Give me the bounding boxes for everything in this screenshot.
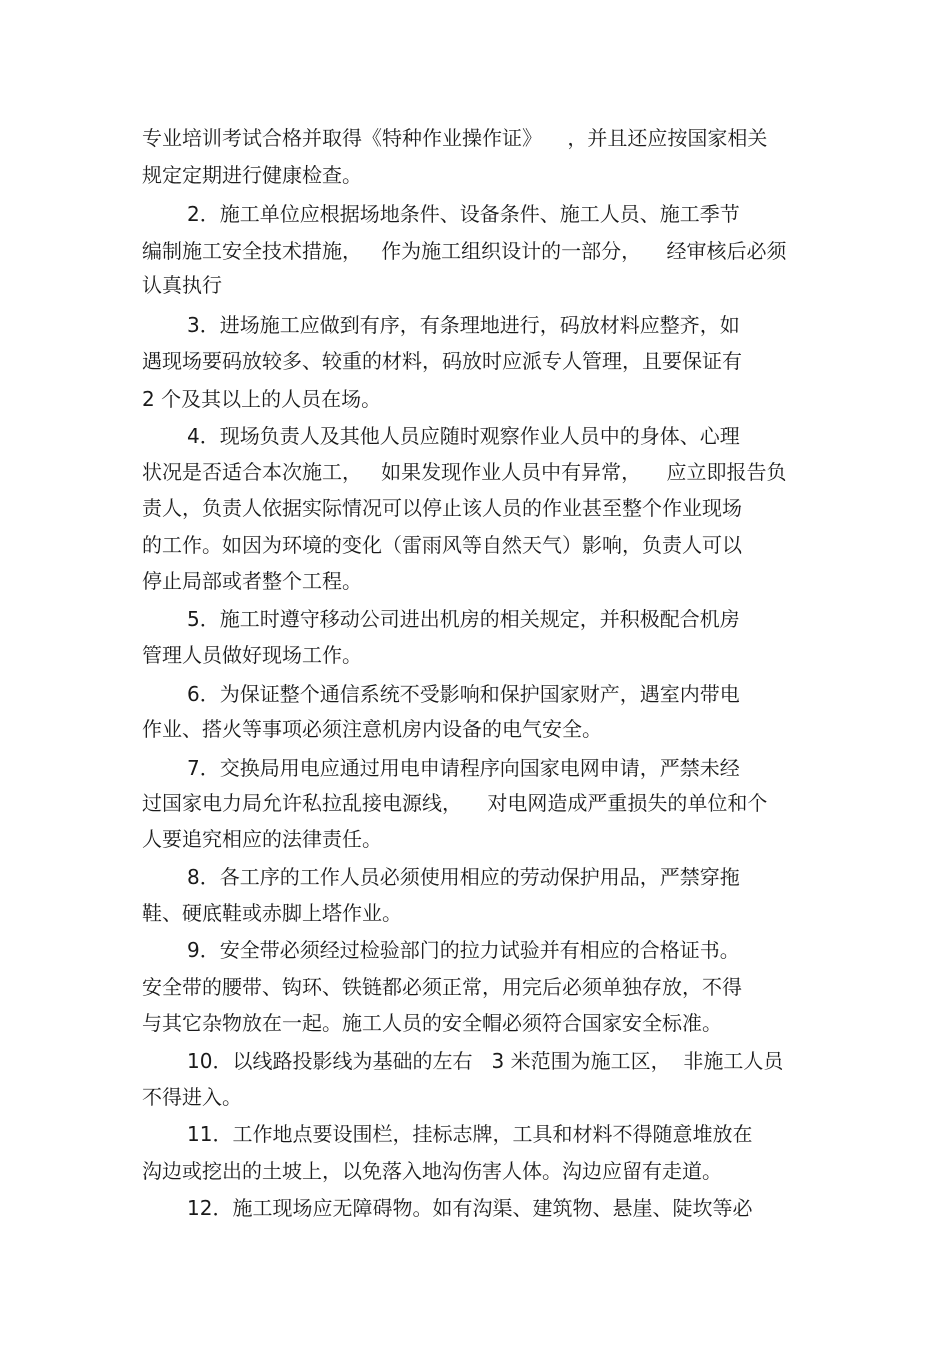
text-line: 沟边或挖出的土坡上，以免落入地沟伤害人体。沟边应留有走道。 <box>142 1159 722 1183</box>
text-line: 不得进入。 <box>142 1085 242 1109</box>
text-line: 人要追究相应的法律责任。 <box>142 827 382 851</box>
text-line: 2 个及其以上的人员在场。 <box>142 387 382 411</box>
text-line: 与其它杂物放在一起。施工人员的安全帽必须符合国家安全标准。 <box>142 1011 722 1035</box>
text-line: 作业、搭火等事项必须注意机房内设备的电气安全。 <box>142 717 602 741</box>
text-line: 过国家电力局允许私拉乱接电源线， 对电网造成严重损失的单位和个 <box>142 791 768 815</box>
text-line: 4．现场负责人及其他人员应随时观察作业人员中的身体、心理 <box>187 424 740 448</box>
text-line: 9．安全带必须经过检验部门的拉力试验并有相应的合格证书。 <box>187 938 740 962</box>
text-line: 责人，负责人依据实际情况可以停止该人员的作业甚至整个作业现场 <box>142 496 742 520</box>
text-line: 停止局部或者整个工程。 <box>142 569 362 593</box>
text-line: 11．工作地点要设围栏，挂标志牌，工具和材料不得随意堆放在 <box>187 1122 753 1146</box>
text-line: 鞋、硬底鞋或赤脚上塔作业。 <box>142 901 402 925</box>
text-line: 遇现场要码放较多、较重的材料，码放时应派专人管理，且要保证有 <box>142 349 742 373</box>
text-line: 2．施工单位应根据场地条件、设备条件、施工人员、施工季节 <box>187 202 740 226</box>
text-line: 7．交换局用电应通过用电申请程序向国家电网申请，严禁未经 <box>187 756 740 780</box>
text-line: 认真执行 <box>142 273 222 297</box>
text-line: 安全带的腰带、钩环、铁链都必须正常，用完后必须单独存放，不得 <box>142 975 742 999</box>
text-line: 编制施工安全技术措施， 作为施工组织设计的一部分， 经审核后必须 <box>142 239 787 263</box>
text-line: 管理人员做好现场工作。 <box>142 643 362 667</box>
text-line: 8．各工序的工作人员必须使用相应的劳动保护用品，严禁穿拖 <box>187 865 740 889</box>
text-line: 的工作。如因为环境的变化（雷雨风等自然天气）影响，负责人可以 <box>142 533 742 557</box>
text-line: 5．施工时遵守移动公司进出机房的相关规定，并积极配合机房 <box>187 607 740 631</box>
text-line: 规定定期进行健康检查。 <box>142 163 362 187</box>
text-line: 状况是否适合本次施工， 如果发现作业人员中有异常， 应立即报告负 <box>142 460 787 484</box>
text-line: 3．进场施工应做到有序，有条理地进行，码放材料应整齐，如 <box>187 313 740 337</box>
text-line: 6．为保证整个通信系统不受影响和保护国家财产，遇室内带电 <box>187 682 740 706</box>
text-line: 10．以线路投影线为基础的左右 3 米范围为施工区， 非施工人员 <box>187 1049 784 1073</box>
text-line: 专业培训考试合格并取得《特种作业操作证》 ，并且还应按国家相关 <box>142 126 768 150</box>
text-line: 12．施工现场应无障碍物。如有沟渠、建筑物、悬崖、陡坎等必 <box>187 1196 753 1220</box>
